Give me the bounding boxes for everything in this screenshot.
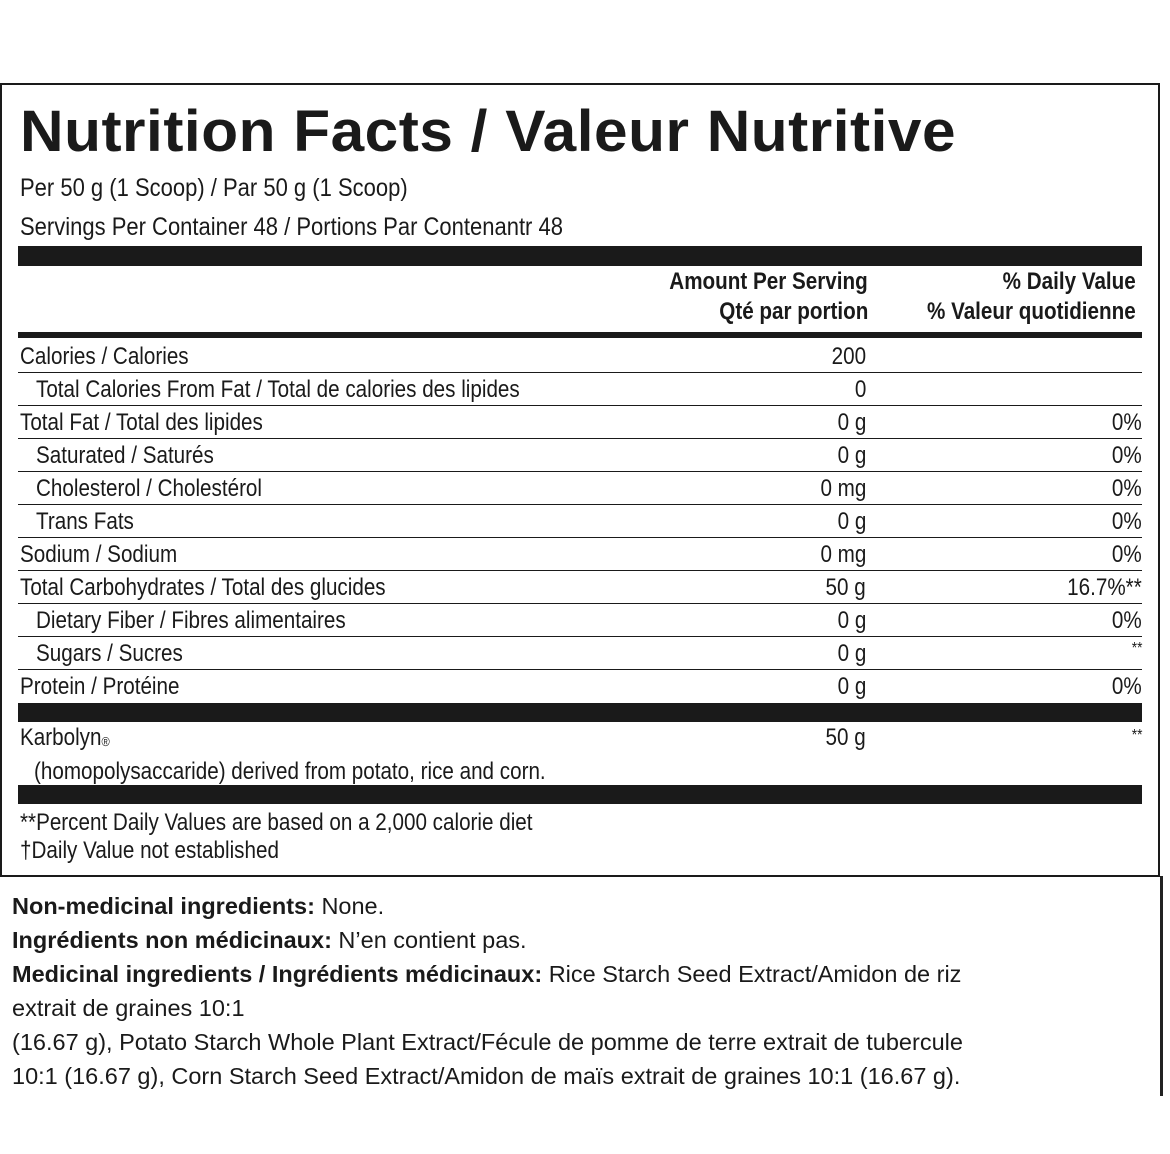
non-medicinal-label-fr: Ingrédients non médicinaux:	[12, 927, 332, 953]
nutrient-row-calories	[18, 340, 1142, 373]
nutrient-label: Sodium / Sodium	[20, 541, 178, 568]
footnote-dv-not-established: †Daily Value not established	[20, 837, 279, 864]
nutrient-row-sodium	[18, 538, 1142, 571]
non-medicinal-fr	[12, 923, 1162, 957]
nutrient-label: Saturated / Saturés	[36, 442, 214, 469]
medicinal-line-4: 10:1 (16.67 g), Corn Starch Seed Extract/Amidon de maïs extrait de graines 10:1 (16.67 g).	[12, 1063, 961, 1089]
nutrient-dv: 0%	[1112, 607, 1142, 634]
medium-divider	[18, 332, 1142, 338]
medicinal-ingredients	[12, 957, 1162, 991]
thick-divider-middle	[18, 703, 1142, 722]
nutrient-row-total-fat	[18, 406, 1142, 439]
medicinal-line-3: (16.67 g), Potato Starch Whole Plant Extract/Fécule de pomme de terre extrait de tubercule	[12, 1029, 963, 1055]
karbolyn-label: Karbolyn	[20, 724, 102, 751]
non-medicinal-value-fr: N’en contient pas.	[331, 927, 527, 953]
nutrient-amount: 0 g	[837, 409, 866, 436]
nutrient-dv: 0%	[1112, 442, 1142, 469]
nutrient-label: Dietary Fiber / Fibres alimentaires	[36, 607, 346, 634]
nutrient-row-cholesterol	[18, 472, 1142, 505]
non-medicinal-label-en: Non-medicinal ingredients:	[12, 893, 315, 919]
nutrient-row-trans-fats	[18, 505, 1142, 538]
nutrient-amount: 0 mg	[820, 475, 866, 502]
medicinal-label: Medicinal ingredients / Ingrédients médicinaux:	[12, 961, 543, 987]
nutrient-row-dietary-fiber	[18, 604, 1142, 637]
nutrient-dv: 0%	[1112, 409, 1142, 436]
nutrient-amount: 0 mg	[820, 541, 866, 568]
nutrient-row-protein	[18, 670, 1142, 703]
nutrient-dv: 16.7%**	[1067, 574, 1142, 601]
nutrient-label: Total Carbohydrates / Total des glucides	[20, 574, 386, 601]
nutrient-dv: 0%	[1112, 508, 1142, 535]
nutrient-amount: 0	[854, 376, 866, 403]
header-dv-fr: % Valeur quotidienne	[927, 298, 1136, 325]
karbolyn-amount: 50 g	[825, 724, 866, 751]
nutrient-amount: 50 g	[825, 574, 866, 601]
nutrient-row-total-carbohydrates	[18, 571, 1142, 604]
non-medicinal-value-en: None.	[314, 893, 385, 919]
nutrient-label: Sugars / Sucres	[36, 640, 183, 667]
serving-size: Per 50 g (1 Scoop) / Par 50 g (1 Scoop)	[20, 174, 408, 202]
header-amount-fr: Qté par portion	[718, 298, 868, 325]
non-medicinal-en	[12, 889, 1162, 923]
nutrient-dv: 0%	[1112, 541, 1142, 568]
nutrient-amount: 0 g	[837, 607, 866, 634]
nutrient-row-saturated	[18, 439, 1142, 472]
thick-divider-top	[18, 246, 1142, 266]
footnote-percent-dv: **Percent Daily Values are based on a 2,000 calorie diet	[20, 809, 533, 836]
nutrient-row-sugars	[18, 637, 1142, 670]
karbolyn-description: (homopolysaccaride) derived from potato, rice and corn.	[34, 758, 546, 785]
nutrient-dv: 0%	[1112, 475, 1142, 502]
nutrient-label: Cholesterol / Cholestérol	[36, 475, 263, 502]
nutrient-amount: 0 g	[837, 673, 866, 700]
thick-divider-bottom	[18, 785, 1142, 804]
nutrient-label: Calories / Calories	[20, 343, 189, 370]
nutrient-label: Total Fat / Total des lipides	[20, 409, 263, 436]
karbolyn-dv: **	[1131, 727, 1142, 744]
nutrient-row-calories-from-fat	[18, 373, 1142, 406]
nutrient-dv: **	[1131, 640, 1142, 657]
medicinal-line-2: extrait de graines 10:1	[12, 995, 245, 1021]
nutrient-label: Total Calories From Fat / Total de calories des lipides	[36, 376, 520, 403]
servings-per-container: Servings Per Container 48 / Portions Par Contenantr 48	[20, 213, 563, 241]
nutrient-amount: 0 g	[837, 508, 866, 535]
header-dv-en: % Daily Value	[1002, 268, 1136, 295]
ingredients-section	[12, 889, 1162, 1093]
medicinal-line-1: Rice Starch Seed Extract/Amidon de riz	[542, 961, 962, 987]
nutrient-amount: 0 g	[837, 640, 866, 667]
nutrient-label: Trans Fats	[36, 508, 134, 535]
nutrient-amount: 0 g	[837, 442, 866, 469]
karbolyn-name	[20, 721, 110, 754]
registered-mark: ®	[101, 734, 110, 749]
nutrient-label: Protein / Protéine	[20, 673, 180, 700]
nutrition-facts-panel	[0, 83, 1160, 877]
panel-title: Nutrition Facts / Valeur Nutritive	[20, 99, 957, 164]
nutrient-amount: 200	[831, 343, 866, 370]
nutrient-dv: 0%	[1112, 673, 1142, 700]
header-amount-en: Amount Per Serving	[669, 268, 868, 295]
